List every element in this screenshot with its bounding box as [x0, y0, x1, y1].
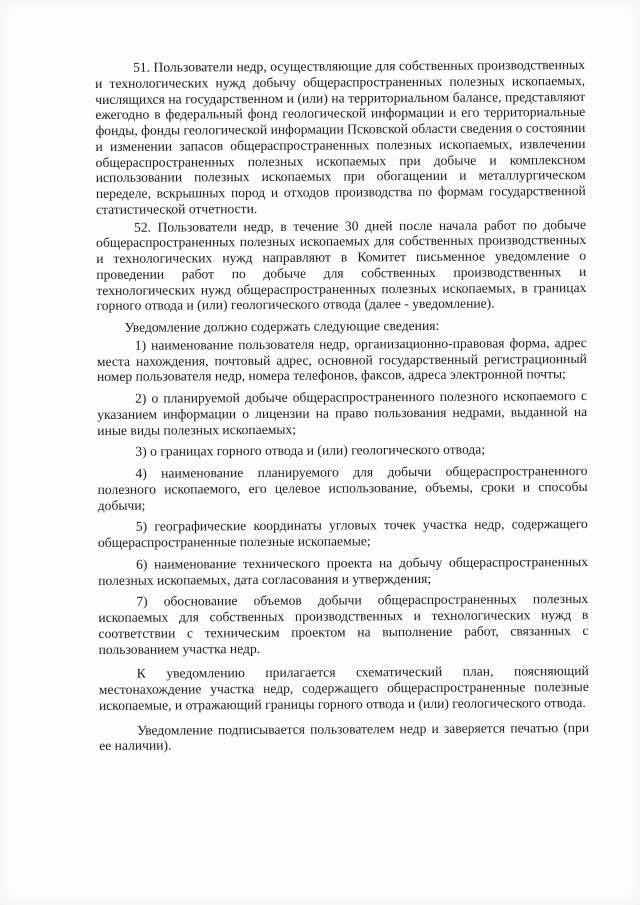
requirement-item-5: 5) географические координаты угловых точек участка недр, содержащего общераспространенные полезные ископаемые;	[97, 516, 588, 550]
requirement-item-6: 6) наименование технического проекта на добычу общераспространенных полезных ископаемых, дата согласования и утверждения;	[98, 553, 589, 588]
signature-paragraph: Уведомление подписывается пользователем недр и заверяется печатью (при ее наличии).	[99, 719, 590, 754]
requirement-item-2: 2) о планируемой добыче общераспространенного полезного ископаемого с указанием информации о лицензии на право пользования недрами, выданной на иные виды полезных ископаемых;	[97, 388, 588, 438]
attachment-paragraph: К уведомлению прилагается схематический план, поясняющий местонахождение участка недр, содержащего общераспространенные полезные ископаемые, и отражающий границы горного отвода и (или) геологического отвода.	[98, 663, 589, 713]
notice-requirements-intro: Уведомление должно содержать следующие сведения:	[124, 317, 440, 335]
requirement-item-4: 4) наименование планируемого для добычи общераспространенного полезного ископаемого, его целевое использование, объемы, сроки и способы добычи;	[97, 462, 588, 513]
document-body	[95, 57, 589, 754]
requirement-item-1: 1) наименование пользователя недр, организационно-правовая форма, адрес места нахождения, почтовый адрес, основной государственный регистрационный номер пользователя недр, номера телефонов, факсов, адреса электронной почты;	[96, 334, 587, 385]
paragraph-51: 51. Пользователи недр, осуществляющие для собственных производственных и технологических нужд добычу общераспространенных полезных ископаемых, числящихся на государственном и (или) на территориальном балансе, представляют ежегодно в федеральный фонд геологической информации и его территориальные фонды, фонды геологической информации Псковской области сведения о состоянии и изменении запасов общераспространенных полезных ископаемых, извлечении общераспространенных полезных ископаемых при добыче и комплексном использовании полезных ископаемых при обогащении и металлургическом переделе, вскрышных пород и отходов производства по формам государственной статистической отчетности.	[95, 57, 586, 217]
requirement-item-7: 7) обоснование объемов добычи общераспространенных полезных ископаемых для собственных производственных и технологических нужд в соответствии с техническим проектом на выполнение работ, связанных с пользованием участка недр.	[98, 591, 589, 657]
paragraph-52: 52. Пользователи недр, в течение 30 дней после начала работ по добыче общераспространенных полезных ископаемых для собственных производственных и технологических нужд направляют в Комитет письменное уведомление о проведении работ по добыче для собственных производственных и технологических нужд общераспространенных полезных ископаемых, в границах горного отвода и (или) геологического отвода (далее - уведомление).	[96, 216, 587, 314]
requirement-item-3: 3) о границах горного отвода и (или) геологического отвода;	[135, 441, 486, 460]
